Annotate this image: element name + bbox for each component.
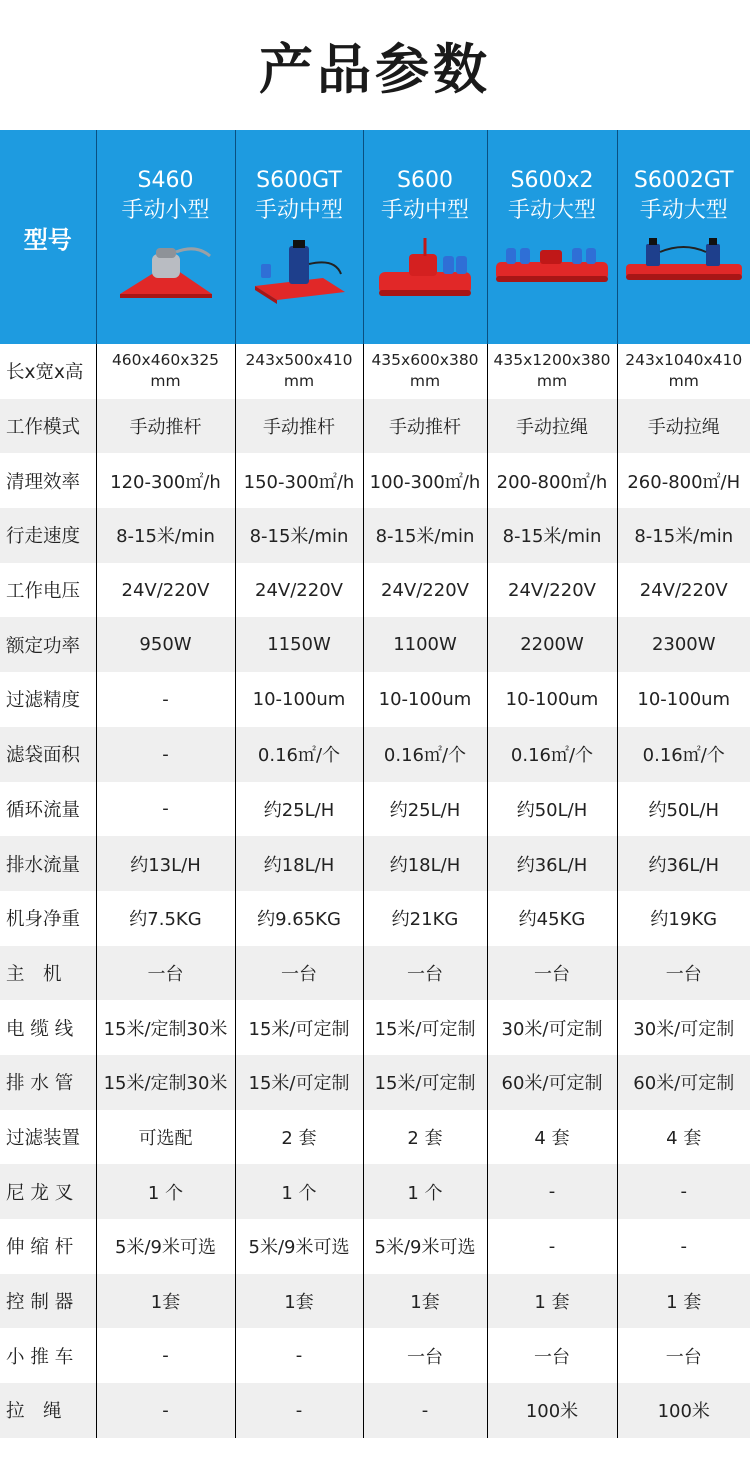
spec-value: 15米/可定制 (363, 1055, 487, 1110)
spec-label: 主 机 (0, 946, 96, 1001)
spec-value: - (617, 1164, 750, 1219)
spec-value: 10-100um (235, 672, 363, 727)
spec-value: 243x1040x410 mm (617, 344, 750, 399)
spec-row (0, 1328, 750, 1383)
spec-row (0, 1274, 750, 1329)
spec-value: 10-100um (487, 672, 617, 727)
spec-value: 一台 (617, 946, 750, 1001)
spec-label: 小 推 车 (0, 1328, 96, 1383)
spec-value: 一台 (363, 946, 487, 1001)
model-type: 手动小型 (121, 198, 210, 223)
spec-value: 约45KG (487, 891, 617, 946)
spec-value: - (235, 1328, 363, 1383)
spec-label: 长x宽x高 (0, 344, 96, 399)
header-row (0, 130, 750, 344)
spec-table (0, 130, 750, 1438)
spec-value: 15米/可定制 (235, 1000, 363, 1055)
spec-value: 24V/220V (487, 563, 617, 618)
spec-value: 2200W (487, 617, 617, 672)
spec-row (0, 891, 750, 946)
spec-value: 1 套 (617, 1274, 750, 1329)
model-name: S460 (137, 168, 194, 193)
spec-value: 15米/定制30米 (96, 1055, 235, 1110)
spec-value: 手动推杆 (363, 399, 487, 454)
spec-value: 30米/可定制 (617, 1000, 750, 1055)
spec-value: 1套 (363, 1274, 487, 1329)
spec-value: 100-300㎡/h (363, 453, 487, 508)
spec-row (0, 1055, 750, 1110)
spec-value: 约50L/H (617, 782, 750, 837)
model-name: S600 (397, 168, 453, 193)
spec-value: 15米/可定制 (363, 1000, 487, 1055)
spec-value: 4 套 (487, 1110, 617, 1165)
spec-value: 手动拉绳 (487, 399, 617, 454)
spec-value: - (96, 1328, 235, 1383)
spec-row (0, 399, 750, 454)
spec-label: 伸 缩 杆 (0, 1219, 96, 1274)
spec-row (0, 1164, 750, 1219)
spec-label: 工作电压 (0, 563, 96, 618)
spec-row (0, 727, 750, 782)
spec-value: 1 个 (96, 1164, 235, 1219)
spec-value: 24V/220V (617, 563, 750, 618)
spec-value: 约18L/H (235, 836, 363, 891)
spec-label: 行走速度 (0, 508, 96, 563)
spec-value: 一台 (617, 1328, 750, 1383)
spec-value: 1 套 (487, 1274, 617, 1329)
spec-row (0, 508, 750, 563)
model-header-s600 (363, 130, 487, 344)
spec-value: 100米 (617, 1383, 750, 1438)
spec-value: 243x500x410 mm (235, 344, 363, 399)
spec-value: 8-15米/min (235, 508, 363, 563)
spec-value: 约25L/H (235, 782, 363, 837)
spec-value: 15米/定制30米 (96, 1000, 235, 1055)
spec-row (0, 946, 750, 1001)
spec-value: 15米/可定制 (235, 1055, 363, 1110)
page-title: 产品参数 (259, 37, 491, 101)
spec-label: 过滤装置 (0, 1110, 96, 1165)
spec-value: 0.16㎡/个 (235, 727, 363, 782)
pool-cleaner-s600x2-image (494, 234, 610, 294)
spec-row (0, 1383, 750, 1438)
spec-value: 约25L/H (363, 782, 487, 837)
spec-label: 尼 龙 叉 (0, 1164, 96, 1219)
model-header-s600gt (235, 130, 363, 344)
spec-value: 8-15米/min (96, 508, 235, 563)
spec-value: 100米 (487, 1383, 617, 1438)
spec-table-body (0, 344, 750, 1438)
spec-value: - (617, 1219, 750, 1274)
model-type: 手动中型 (380, 198, 469, 223)
spec-value: 200-800㎡/h (487, 453, 617, 508)
spec-value: 5米/9米可选 (96, 1219, 235, 1274)
spec-value: 1150W (235, 617, 363, 672)
spec-label: 机身净重 (0, 891, 96, 946)
spec-value: 5米/9米可选 (363, 1219, 487, 1274)
spec-value: 约18L/H (363, 836, 487, 891)
spec-value: 60米/可定制 (617, 1055, 750, 1110)
spec-label: 工作模式 (0, 399, 96, 454)
spec-value: 约19KG (617, 891, 750, 946)
spec-value: 约9.65KG (235, 891, 363, 946)
spec-value: 约36L/H (617, 836, 750, 891)
spec-value: - (487, 1219, 617, 1274)
spec-value: 24V/220V (96, 563, 235, 618)
model-header-label: 型号 (0, 130, 96, 344)
spec-value: 260-800㎡/H (617, 453, 750, 508)
spec-row (0, 672, 750, 727)
spec-value: 一台 (487, 1328, 617, 1383)
spec-value: 约50L/H (487, 782, 617, 837)
spec-value: 一台 (235, 946, 363, 1001)
spec-value: 手动推杆 (235, 399, 363, 454)
spec-value: 2300W (617, 617, 750, 672)
spec-label: 过滤精度 (0, 672, 96, 727)
spec-row (0, 782, 750, 837)
spec-value: - (96, 782, 235, 837)
spec-value: 约7.5KG (96, 891, 235, 946)
spec-value: - (487, 1164, 617, 1219)
spec-row (0, 453, 750, 508)
model-header-s600x2 (487, 130, 617, 344)
spec-value: - (363, 1383, 487, 1438)
spec-value: - (96, 727, 235, 782)
spec-value: 约13L/H (96, 836, 235, 891)
model-name: S600x2 (510, 168, 594, 193)
spec-value: 460x460x325 mm (96, 344, 235, 399)
spec-value: 可选配 (96, 1110, 235, 1165)
spec-value: 手动拉绳 (617, 399, 750, 454)
spec-value: 10-100um (617, 672, 750, 727)
model-header-s460 (96, 130, 235, 344)
model-name: S6002GT (633, 168, 734, 193)
spec-row (0, 617, 750, 672)
spec-value: - (96, 1383, 235, 1438)
spec-row (0, 1219, 750, 1274)
spec-value: 24V/220V (363, 563, 487, 618)
spec-label: 排水流量 (0, 836, 96, 891)
spec-value: 435x600x380 mm (363, 344, 487, 399)
spec-value: 1100W (363, 617, 487, 672)
spec-value: 120-300㎡/h (96, 453, 235, 508)
spec-value: - (235, 1383, 363, 1438)
spec-row (0, 836, 750, 891)
spec-label: 排 水 管 (0, 1055, 96, 1110)
spec-value: 约36L/H (487, 836, 617, 891)
spec-value: 60米/可定制 (487, 1055, 617, 1110)
spec-value: 约21KG (363, 891, 487, 946)
spec-value: 435x1200x380 mm (487, 344, 617, 399)
spec-value: 5米/9米可选 (235, 1219, 363, 1274)
spec-value: 1 个 (363, 1164, 487, 1219)
spec-label: 控 制 器 (0, 1274, 96, 1329)
spec-value: 1套 (235, 1274, 363, 1329)
model-name: S600GT (256, 168, 342, 193)
spec-label: 清理效率 (0, 453, 96, 508)
spec-value: 一台 (363, 1328, 487, 1383)
spec-value: - (96, 672, 235, 727)
spec-value: 8-15米/min (487, 508, 617, 563)
spec-value: 2 套 (235, 1110, 363, 1165)
model-type: 手动大型 (639, 198, 728, 223)
spec-value: 1 个 (235, 1164, 363, 1219)
spec-label: 滤袋面积 (0, 727, 96, 782)
pool-cleaner-s600gt-image (249, 234, 349, 304)
spec-value: 8-15米/min (363, 508, 487, 563)
pool-cleaner-s600-image (375, 234, 475, 304)
spec-value: 1套 (96, 1274, 235, 1329)
model-type: 手动大型 (507, 198, 596, 223)
spec-value: 30米/可定制 (487, 1000, 617, 1055)
spec-label: 拉 绳 (0, 1383, 96, 1438)
pool-cleaner-small-image (116, 234, 216, 304)
spec-row (0, 563, 750, 618)
spec-row (0, 344, 750, 399)
spec-label: 循环流量 (0, 782, 96, 837)
spec-row (0, 1110, 750, 1165)
spec-row (0, 1000, 750, 1055)
spec-label: 额定功率 (0, 617, 96, 672)
spec-value: 950W (96, 617, 235, 672)
spec-value: 手动推杆 (96, 399, 235, 454)
spec-value: 150-300㎡/h (235, 453, 363, 508)
spec-value: 0.16㎡/个 (487, 727, 617, 782)
pool-cleaner-s6002gt-image (624, 234, 744, 294)
spec-value: 一台 (96, 946, 235, 1001)
spec-value: 一台 (487, 946, 617, 1001)
spec-value: 0.16㎡/个 (617, 727, 750, 782)
model-type: 手动中型 (254, 198, 343, 223)
spec-label: 电 缆 线 (0, 1000, 96, 1055)
spec-value: 0.16㎡/个 (363, 727, 487, 782)
spec-value: 8-15米/min (617, 508, 750, 563)
spec-value: 24V/220V (235, 563, 363, 618)
spec-value: 2 套 (363, 1110, 487, 1165)
spec-value: 10-100um (363, 672, 487, 727)
spec-value: 4 套 (617, 1110, 750, 1165)
model-header-s6002gt (617, 130, 750, 344)
